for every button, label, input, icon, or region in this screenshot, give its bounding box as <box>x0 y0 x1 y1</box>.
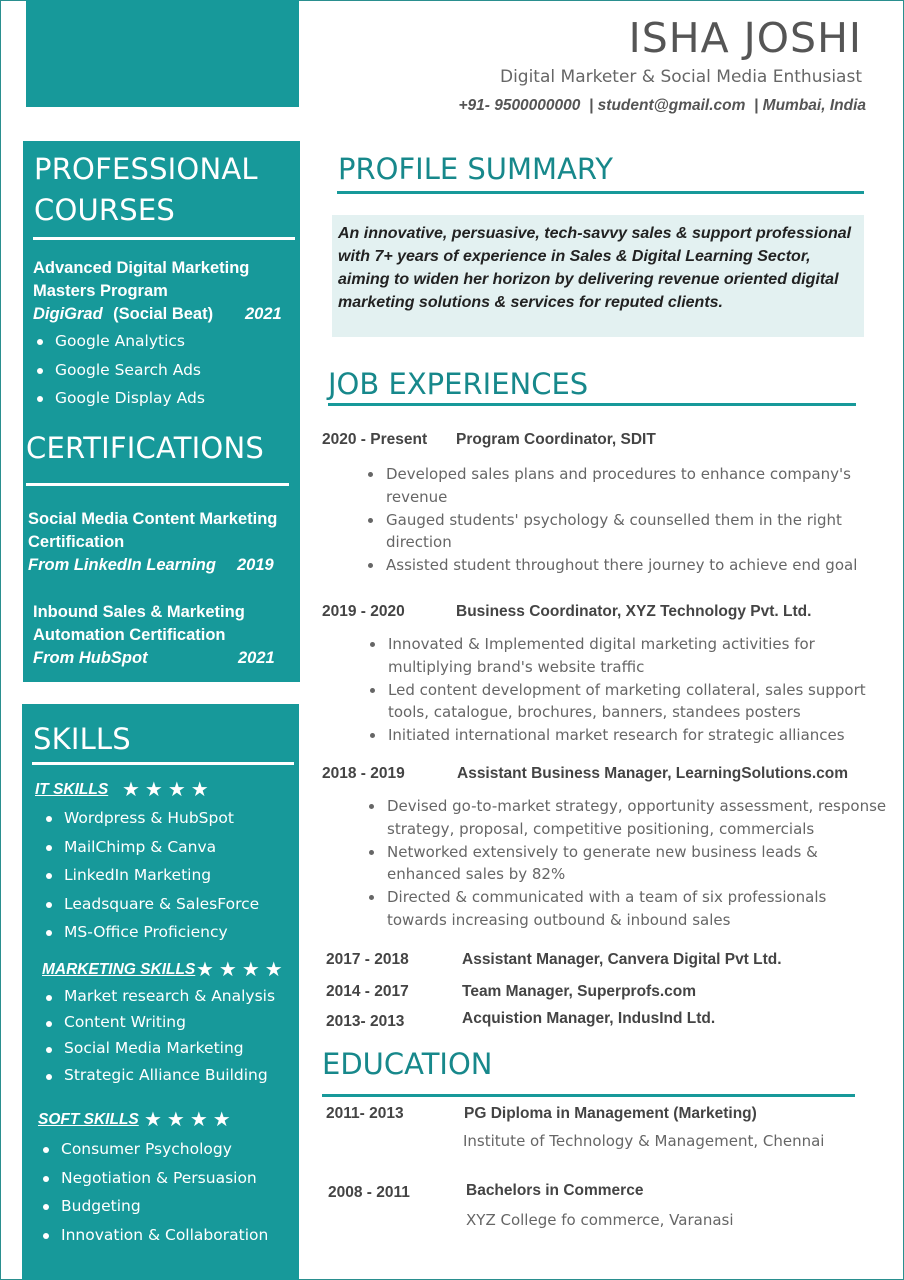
list-item: Gauged students' psychology & counselled them in the right direction <box>364 509 884 555</box>
job-title: Program Coordinator, SDIT <box>456 431 656 448</box>
cert1-line1: Social Media Content Marketing <box>28 510 278 528</box>
course-provider-detail: (Social Beat) <box>113 305 214 323</box>
job-date: 2013- 2013 <box>326 1013 405 1030</box>
list-item: Directed & communicated with a team of six professionals towards increasing outbound & inbound sales <box>365 886 890 932</box>
marketing-skills-heading: MARKETING SKILLS <box>42 961 196 978</box>
course-title-line1: Advanced Digital Marketing <box>33 259 250 277</box>
list-item: Assisted student throughout there journey to achieve end goal <box>364 554 884 577</box>
skills-rule <box>32 762 294 765</box>
list-item: Social Media Marketing <box>42 1035 275 1061</box>
job-title: Assistant Manager, Canvera Digital Pvt Ltd. <box>462 951 782 968</box>
list-item: Negotiation & Persuasion <box>39 1164 268 1193</box>
it-skills-rating-stars: ★★★★ <box>122 779 214 801</box>
education-rule <box>322 1094 855 1097</box>
profile-summary-text: An innovative, persuasive, tech-savvy sales & support professional with 7+ years of experience in Sales & Digital Learning Sector, aiming to widen her horizon by delivering revenue oriented digital marketing solutions & services for reputed clients. <box>332 215 864 337</box>
job-bullets <box>366 633 886 747</box>
list-item: Devised go-to-market strategy, opportunity assessment, response strategy, proposal, competitive positioning, commercials <box>365 795 890 841</box>
contact-line: +91- 9500000000 | student@gmail.com | Mumbai, India <box>458 97 866 114</box>
candidate-name: ISHA JOSHI <box>628 14 862 62</box>
certification-entry-1 <box>28 508 298 577</box>
list-item: Consumer Psychology <box>39 1135 268 1164</box>
cert2-line1: Inbound Sales & Marketing <box>33 603 245 621</box>
job-experiences-rule <box>328 403 856 406</box>
education-institute: Institute of Technology & Management, Chennai <box>463 1132 825 1150</box>
job-date: 2018 - 2019 <box>322 765 405 782</box>
education-date: 2008 - 2011 <box>328 1184 410 1201</box>
list-item: Innovated & Implemented digital marketing activities for multiplying brand's website traffic <box>366 633 886 679</box>
list-item: Initiated international market research for strategic alliances <box>366 724 886 747</box>
list-item: Wordpress & HubSpot <box>42 804 259 833</box>
list-item: Google Search Ads <box>33 356 295 385</box>
course-topics-list <box>33 327 295 413</box>
job-date: 2019 - 2020 <box>322 603 405 620</box>
course-title-line2: Masters Program <box>33 282 168 300</box>
list-item: MS-Office Proficiency <box>42 918 259 947</box>
courses-heading <box>34 149 258 231</box>
it-skills-heading: IT SKILLS <box>35 781 109 798</box>
job-date: 2017 - 2018 <box>326 951 409 968</box>
courses-heading-line1: PROFESSIONAL <box>34 152 258 186</box>
job-experiences-heading: JOB EXPERIENCES <box>328 367 589 401</box>
courses-rule <box>33 237 295 240</box>
candidate-subtitle: Digital Marketer & Social Media Enthusiast <box>499 67 862 87</box>
top-left-banner <box>26 0 299 107</box>
marketing-skills-rating-stars: ★★★★ <box>196 959 288 981</box>
cert1-year: 2019 <box>237 556 274 574</box>
soft-skills-heading: SOFT SKILLS <box>38 1111 139 1128</box>
list-item: Google Display Ads <box>33 384 295 413</box>
course-entry <box>33 257 295 413</box>
cert2-year: 2021 <box>238 649 275 667</box>
skills-heading: SKILLS <box>33 722 131 756</box>
cert2-source-row <box>33 647 295 670</box>
soft-skills-list <box>39 1135 268 1249</box>
job-bullets <box>364 463 884 577</box>
courses-certifications-panel <box>23 141 300 682</box>
job-bullets <box>365 795 890 932</box>
list-item: Market research & Analysis <box>42 983 275 1009</box>
marketing-skills-list <box>42 983 275 1088</box>
course-year: 2021 <box>245 305 282 323</box>
education-date: 2011- 2013 <box>326 1105 404 1122</box>
cert2-line2: Automation Certification <box>33 626 226 644</box>
list-item: MailChimp & Canva <box>42 833 259 862</box>
cert1-source-row <box>28 554 298 577</box>
list-item: LinkedIn Marketing <box>42 861 259 890</box>
job-title: Business Coordinator, XYZ Technology Pvt. Ltd. <box>456 603 812 620</box>
job-title: Team Manager, Superprofs.com <box>462 983 696 1000</box>
education-heading: EDUCATION <box>322 1047 493 1081</box>
education-degree: Bachelors in Commerce <box>466 1182 644 1199</box>
job-date: 2014 - 2017 <box>326 983 409 1000</box>
courses-heading-line2: COURSES <box>34 193 175 227</box>
list-item: Strategic Alliance Building <box>42 1062 275 1088</box>
skills-panel <box>22 704 299 1280</box>
soft-skills-rating-stars: ★★★★ <box>144 1109 236 1131</box>
cert1-source: From LinkedIn Learning <box>28 556 216 574</box>
cert2-source: From HubSpot <box>33 649 148 667</box>
list-item: Leadsquare & SalesForce <box>42 890 259 919</box>
list-item: Budgeting <box>39 1192 268 1221</box>
list-item: Google Analytics <box>33 327 295 356</box>
it-skills-list <box>42 804 259 947</box>
list-item: Led content development of marketing collateral, sales support tools, catalogue, brochures, banners, standees posters <box>366 679 886 725</box>
course-provider: DigiGrad <box>33 305 103 323</box>
job-title: Acquistion Manager, IndusInd Ltd. <box>462 1010 716 1027</box>
cert1-line2: Certification <box>28 533 125 551</box>
list-item: Innovation & Collaboration <box>39 1221 268 1250</box>
course-provider-row <box>33 303 295 326</box>
job-title: Assistant Business Manager, LearningSolutions.com <box>457 765 849 782</box>
certifications-heading: CERTIFICATIONS <box>26 431 264 465</box>
certifications-rule <box>26 483 289 486</box>
profile-summary-heading: PROFILE SUMMARY <box>338 152 613 186</box>
list-item: Developed sales plans and procedures to enhance company's revenue <box>364 463 884 509</box>
list-item: Content Writing <box>42 1009 275 1035</box>
education-institute: XYZ College fo commerce, Varanasi <box>466 1211 734 1229</box>
certification-entry-2 <box>33 601 295 670</box>
list-item: Networked extensively to generate new business leads & enhanced sales by 82% <box>365 841 890 887</box>
profile-summary-rule <box>337 191 864 194</box>
job-date: 2020 - Present <box>322 431 428 448</box>
education-degree: PG Diploma in Management (Marketing) <box>464 1105 757 1122</box>
